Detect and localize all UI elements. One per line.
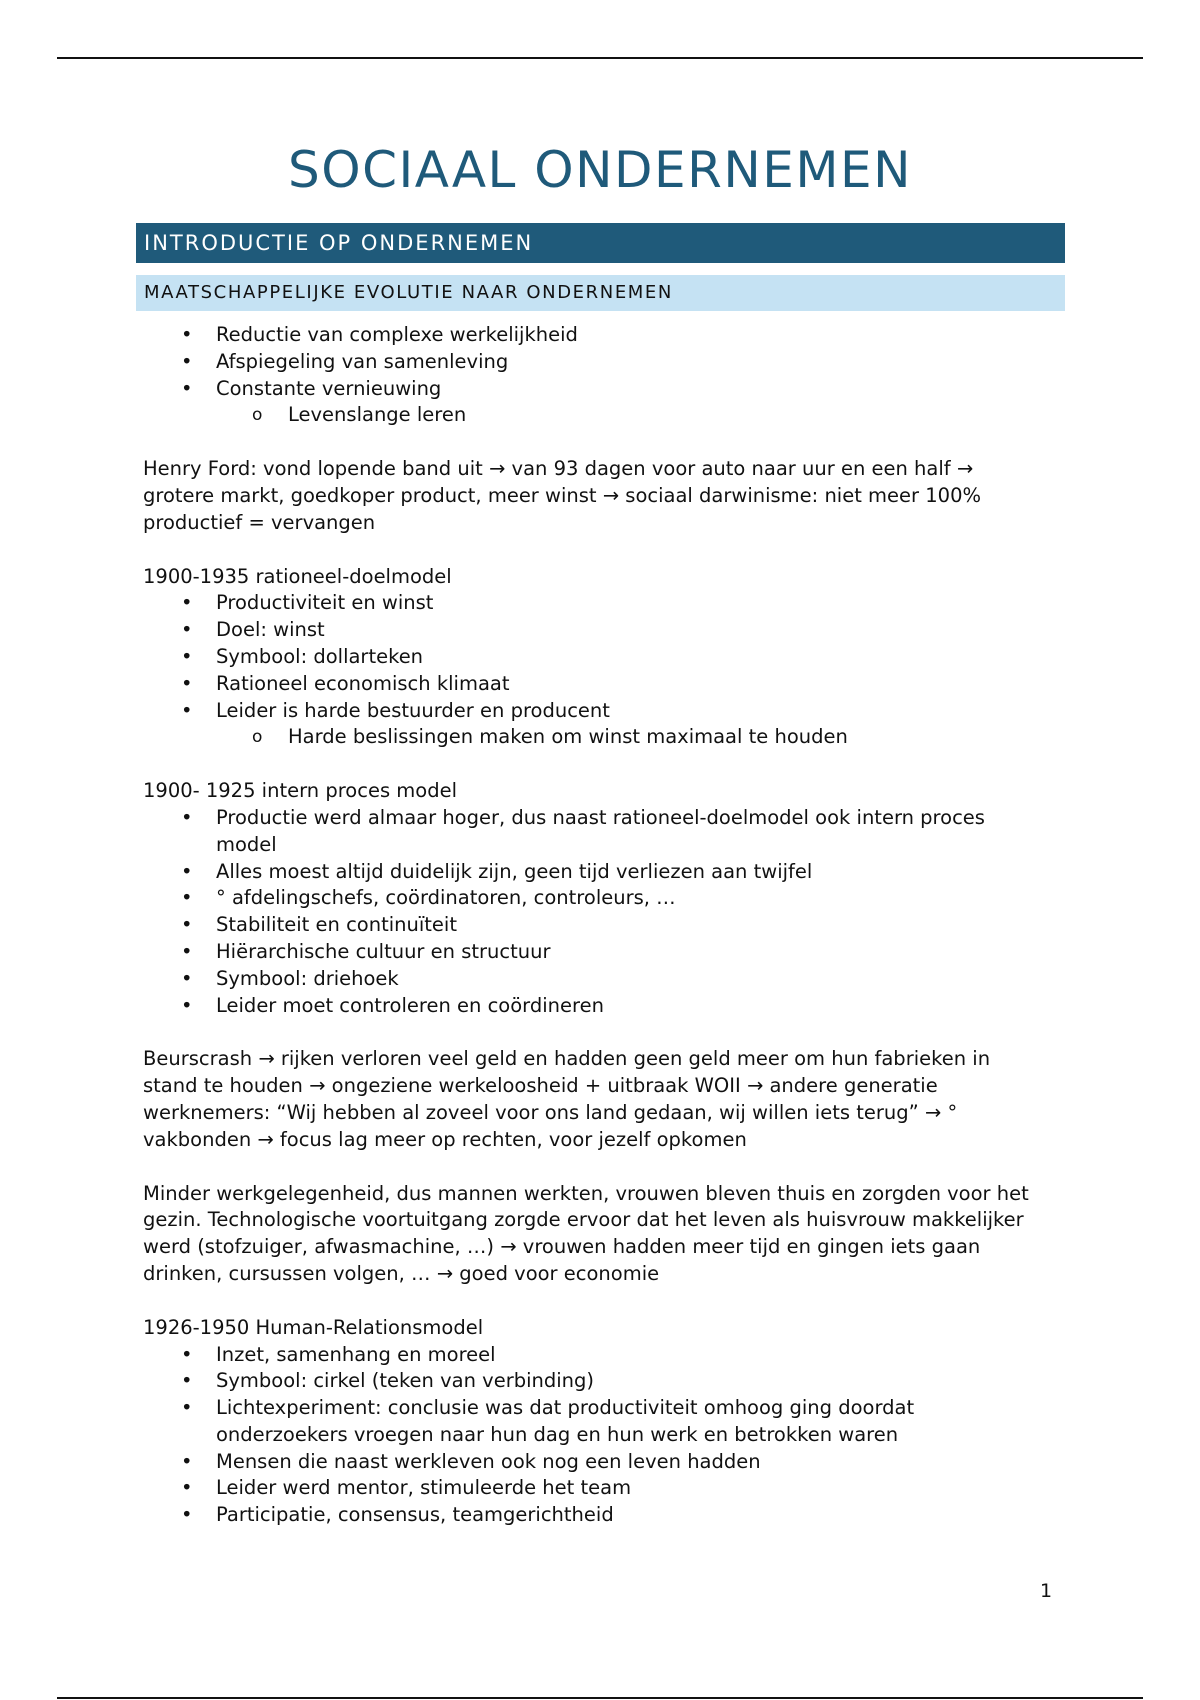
section-heading: INTRODUCTIE OP ONDERNEMEN [136,223,1065,263]
model2-heading: 1900- 1925 intern proces model [143,779,458,803]
list-item: • Reductie van complexe werkelijkheid [143,322,1043,349]
model3-list [143,1342,1043,1530]
list-item: • ° afdelingschefs, coördinatoren, controleurs, … [143,885,1043,912]
subsection-heading: MAATSCHAPPELIJKE EVOLUTIE NAAR ONDERNEMEN [136,275,1065,311]
document-body [143,322,1043,1529]
list-item: • Doel: winst [143,617,1043,644]
list-item: • Afspiegeling van samenleving [143,349,1043,376]
ford-paragraph: Henry Ford: vond lopende band uit → van 93 dagen voor auto naar uur en een half → grotere markt, goedkoper product, meer winst → sociaal darwinisme: niet meer 100% productief = vervangen [143,457,982,534]
list-item: • Leider is harde bestuurder en producent [143,698,1043,725]
list-item: • Symbool: driehoek [143,966,1043,993]
list-item: • Rationeel economisch klimaat [143,671,1043,698]
list-item: • Symbool: cirkel (teken van verbinding) [143,1368,1043,1395]
model1-heading: 1900-1935 rationeel-doelmodel [143,564,452,588]
list-item: • Constante vernieuwing [143,376,1043,403]
werkgelegenheid-paragraph: Minder werkgelegenheid, dus mannen werkten, vrouwen bleven thuis en zorgden voor het gezin. Technologische voortuitgang zorgde ervoor dat het leven als huisvrouw makkelijker werd (stofzuiger, afwasmachine, …) → vrouwen hadden meer tijd en gingen iets gaan drinken, cursussen volgen, … → goed voor economie [143,1181,1029,1285]
list-item: • Symbool: dollarteken [143,644,1043,671]
list-item: • Mensen die naast werkleven ook nog een leven hadden [143,1449,1043,1476]
list-item: • Productie werd almaar hoger, dus naast rationeel-doelmodel ook intern proces model [143,805,1043,859]
beurscrash-paragraph: Beurscrash → rijken verloren veel geld en hadden geen geld meer om hun fabrieken in stand te houden → ongeziene werkeloosheid + uitbraak WOII → andere generatie werknemers: “Wij hebben al zoveel voor ons land gedaan, wij willen iets terug” → ° vakbonden → focus lag meer op rechten, voor jezelf opkomen [143,1047,991,1151]
list-item: • Stabiliteit en continuïteit [143,912,1043,939]
sub-list-item: o Levenslange leren [143,402,1043,429]
list-item: • Participatie, consensus, teamgerichtheid [143,1502,1043,1529]
list-item: • Alles moest altijd duidelijk zijn, geen tijd verliezen aan twijfel [143,859,1043,886]
model1-list [143,590,1043,751]
bottom-rule [57,1697,1143,1699]
model2-list [143,805,1043,1019]
list-item: • Hiërarchische cultuur en structuur [143,939,1043,966]
page-number: 1 [1040,1580,1053,1602]
list-item: • Inzet, samenhang en moreel [143,1342,1043,1369]
sub-list-item: o Harde beslissingen maken om winst maximaal te houden [143,724,1043,751]
top-rule [57,57,1143,59]
intro-list [143,322,1043,429]
list-item: • Leider werd mentor, stimuleerde het team [143,1475,1043,1502]
page-title: SOCIAAL ONDERNEMEN [287,141,913,199]
list-item: • Leider moet controleren en coördineren [143,993,1043,1020]
list-item: • Lichtexperiment: conclusie was dat productiviteit omhoog ging doordat onderzoekers vroegen naar hun dag en hun werk en betrokken waren [143,1395,1043,1449]
model3-heading: 1926-1950 Human-Relationsmodel [143,1315,484,1339]
list-item: • Productiviteit en winst [143,590,1043,617]
